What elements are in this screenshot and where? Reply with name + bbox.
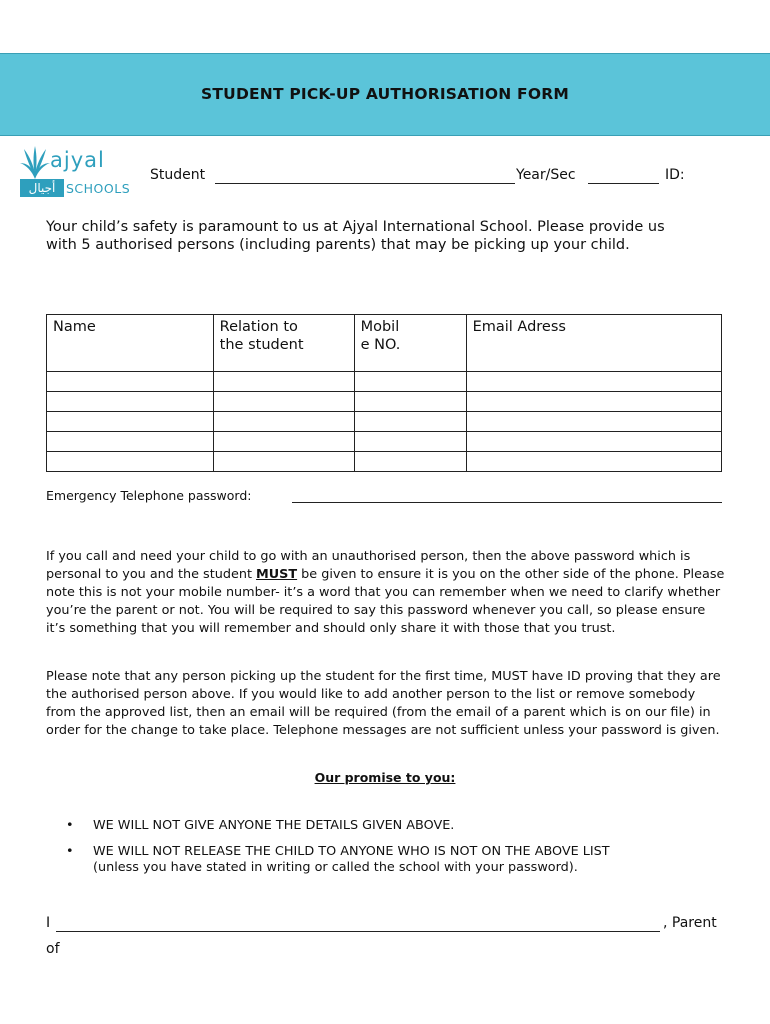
authorised-persons-table [46, 314, 722, 472]
yearsec-label: Year/Sec [516, 167, 576, 183]
header-relation: Relation to the student [213, 315, 354, 372]
bullet-text: WE WILL NOT RELEASE THE CHILD TO ANYONE WHO IS NOT ON THE ABOVE LIST [93, 844, 610, 859]
table-row [47, 432, 722, 452]
relation-cell[interactable] [213, 432, 354, 452]
id-paragraph: Please note that any person picking up the student for the first time, MUST have ID proving that they are the authorised person above. If you would like to add another person to the list or remove somebody from the approved list, then an email will be required (from the email of a parent which is on our file) in order for the change to take place. Telephone messages are not sufficient unless your password is given. [46, 669, 721, 738]
mobile-cell[interactable] [354, 412, 466, 432]
ajyal-logo [18, 145, 148, 201]
name-cell[interactable] [47, 392, 214, 412]
emergency-password-label: Emergency Telephone password: [46, 488, 252, 503]
must-emphasis: MUST [256, 567, 298, 582]
list-item [66, 818, 726, 834]
email-cell[interactable] [466, 432, 721, 452]
bullet-subtext: (unless you have stated in writing or called the school with your password). [93, 860, 578, 875]
table-row [47, 452, 722, 472]
relation-cell[interactable] [213, 412, 354, 432]
form-header [0, 53, 770, 136]
logo-arabic: أجيال [20, 179, 64, 197]
intro-text: Your child’s safety is paramount to us at Ajyal International School. Please provide us with 5 authorised persons (including parents) that may be picking up your child. [46, 219, 665, 253]
table-row [47, 392, 722, 412]
name-cell[interactable] [47, 452, 214, 472]
relation-cell[interactable] [213, 392, 354, 412]
form-title: STUDENT PICK-UP AUTHORISATION FORM [201, 85, 569, 103]
table-row [47, 372, 722, 392]
sign-of: of [46, 941, 60, 957]
yearsec-field[interactable] [588, 183, 659, 184]
mobile-cell[interactable] [354, 392, 466, 412]
para1-before: If you call and need your child to go with an unauthorised person, then the above password which is personal to you and the student [46, 549, 691, 582]
sign-prefix: I [46, 915, 51, 931]
parent-name-field[interactable] [56, 931, 660, 932]
mobile-cell[interactable] [354, 372, 466, 392]
email-cell[interactable] [466, 392, 721, 412]
logo-brand: ajyal [50, 148, 105, 172]
bullet-icon: • [66, 844, 74, 859]
list-item [66, 844, 726, 876]
email-cell[interactable] [466, 412, 721, 432]
table-row [47, 412, 722, 432]
relation-cell[interactable] [213, 372, 354, 392]
mobile-cell[interactable] [354, 452, 466, 472]
id-label: ID: [665, 167, 685, 183]
promise-heading: Our promise to you: [314, 770, 456, 785]
bullet-icon: • [66, 818, 74, 833]
email-cell[interactable] [466, 372, 721, 392]
relation-cell[interactable] [213, 452, 354, 472]
student-label: Student [150, 167, 206, 183]
name-cell[interactable] [47, 432, 214, 452]
header-email: Email Adress [466, 315, 721, 372]
palm-leaf-icon [18, 145, 52, 181]
bullet-text: WE WILL NOT GIVE ANYONE THE DETAILS GIVEN ABOVE. [93, 818, 455, 833]
mobile-cell[interactable] [354, 432, 466, 452]
logo-schools: SCHOOLS [66, 181, 131, 196]
name-cell[interactable] [47, 412, 214, 432]
name-cell[interactable] [47, 372, 214, 392]
sign-suffix: , Parent [663, 915, 717, 931]
password-paragraph [46, 548, 726, 638]
emergency-password-field[interactable] [292, 502, 722, 503]
header-mobile: Mobil e NO. [354, 315, 466, 372]
student-name-field[interactable] [215, 183, 515, 184]
promise-list [66, 818, 726, 886]
table-header-row [47, 315, 722, 372]
para1-after: be given to ensure it is you on the other side of the phone. Please note this is not your mobile number- it’s a word that you can remember when we need to clarify whether you’re the parent or not. You will be required to say this password whenever you call, so please ensure it’s something that you will remember and should only share it with those that you trust. [46, 567, 725, 636]
header-name: Name [47, 315, 214, 372]
email-cell[interactable] [466, 452, 721, 472]
